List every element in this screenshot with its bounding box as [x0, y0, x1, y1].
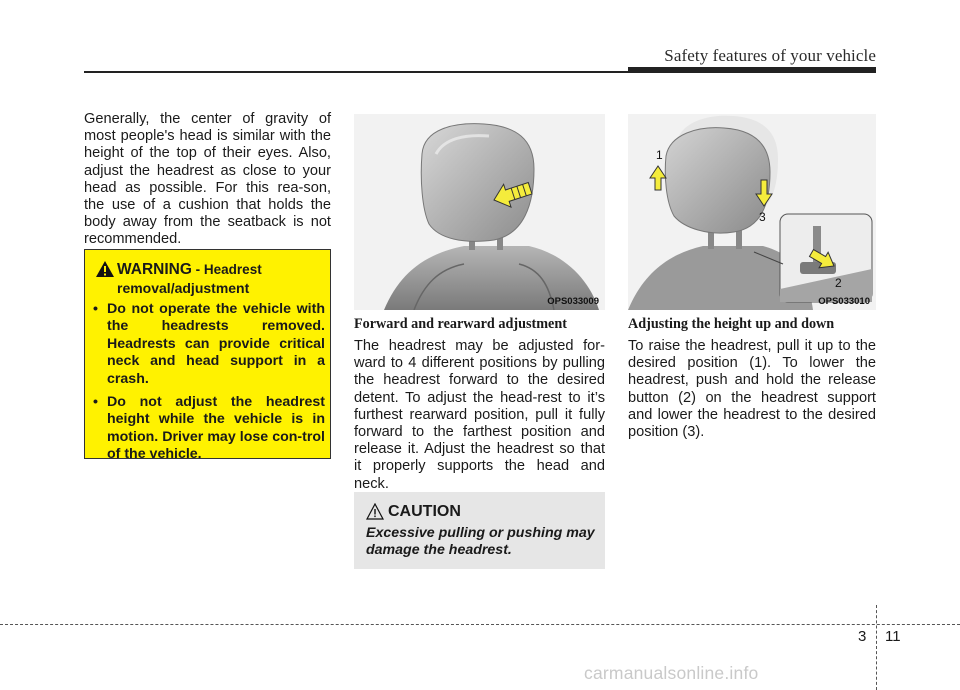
warning-item: • Do not operate the vehicle with the headrests removed. Headrests can provide critical neck and head support in a crash.	[93, 301, 325, 388]
warning-box	[84, 249, 331, 463]
section-body-height: To raise the headrest, pull it up to the desired position (1). To lower the headrest, push and hold the release button (2) on the headrest support and lower the headrest to the desired position (3).	[628, 338, 876, 441]
warning-title-suffix: - Headrest	[191, 262, 262, 277]
caution-triangle-icon	[366, 503, 384, 520]
figure-headrest-height	[628, 114, 876, 310]
figure-headrest-forward	[354, 114, 605, 310]
label-2: 2	[835, 276, 842, 290]
warning-item: • Do not adjust the headrest height while the vehicle is in motion. Driver may lose con-trol of the vehicle.	[93, 394, 325, 464]
page-number: 11	[885, 628, 901, 645]
headrest-forward-illustration	[354, 114, 605, 310]
caution-title: CAUTION	[388, 503, 461, 520]
warning-title: WARNING	[117, 261, 192, 278]
warning-subtitle: removal/adjustment	[117, 280, 250, 296]
header-rule-accent	[628, 67, 876, 73]
warning-list	[93, 301, 325, 470]
footer-rule	[0, 624, 960, 625]
figure-code: OPS033009	[547, 296, 599, 307]
running-header: Safety features of your vehicle	[664, 46, 876, 65]
label-1: 1	[656, 148, 663, 162]
section-title-forward: Forward and rearward adjustment	[354, 316, 567, 332]
footer-divider	[876, 605, 877, 690]
label-3: 3	[759, 210, 766, 224]
section-number: 3	[858, 628, 867, 645]
section-body-forward: The headrest may be adjusted for-ward to 4 different positions by pulling the headrest forward to the desired detent. To adjust the head-rest to it’s furthest rearward position, pull it fully forward to the farthest position and release it. Adjust the headrest so that it properly supports the head and neck.	[354, 338, 605, 492]
figure-code: OPS033010	[818, 296, 870, 307]
warning-heading	[117, 261, 262, 279]
watermark: carmanualsonline.info	[584, 663, 759, 683]
intro-paragraph: Generally, the center of gravity of most people's head is similar with the height of the top of their eyes. Also, adjust the headrest as close to your head as possible. For this rea-son, the use of a cushion that holds the body away from the seatback is not recommended.	[84, 111, 331, 248]
caution-text: Excessive pulling or pushing may damage the headrest.	[366, 525, 595, 558]
section-title-height: Adjusting the height up and down	[628, 316, 835, 332]
caution-box	[354, 492, 605, 569]
warning-triangle-icon	[95, 260, 115, 278]
